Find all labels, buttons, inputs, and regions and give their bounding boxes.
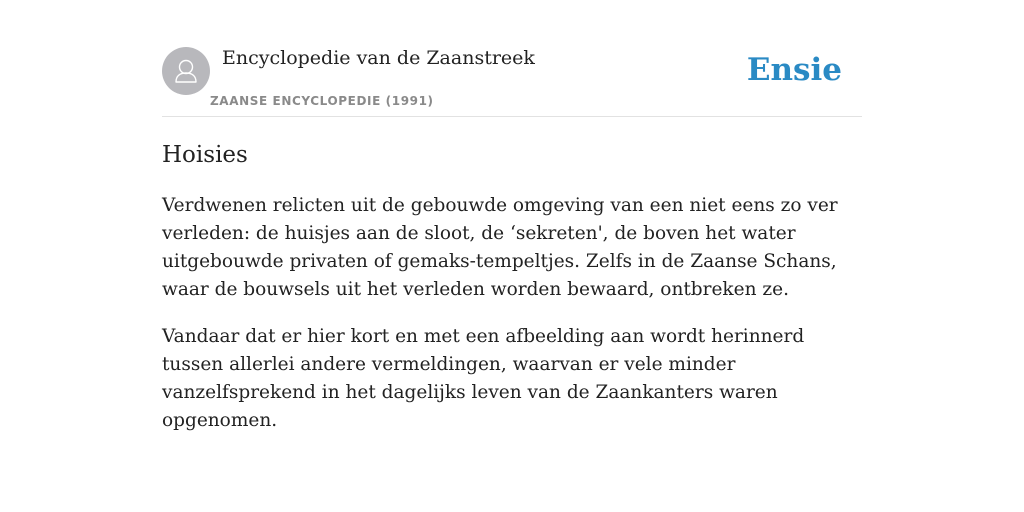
source-subtitle: ZAANSE ENCYCLOPEDIE (1991) — [210, 94, 434, 108]
entry-paragraph: Verdwenen relicten uit de gebouwde omgeving van een niet eens zo ver verleden: de huisjes aan de sloot, de ‘sekreten', de boven het water uitgebouwde privaten of gemaks-tempeltjes. Zelfs in de Zaanse Schans, waar de bouwsels uit het verleden worden bewaard, ontbreken ze. — [162, 195, 838, 300]
entry-title: Hoisies — [162, 142, 248, 168]
person-outline-icon — [162, 47, 210, 95]
source-title[interactable]: Encyclopedie van de Zaanstreek — [222, 47, 535, 69]
source-header — [162, 46, 862, 117]
user-avatar-icon[interactable] — [162, 47, 210, 95]
entry-paragraph: Vandaar dat er hier kort en met een afbeelding aan wordt herinnerd tussen allerlei andere vermeldingen, waarvan er vele minder vanzelfsprekend in het dagelijks leven van de Zaankanters waren opgenomen. — [162, 326, 805, 431]
entry-body — [162, 192, 862, 454]
brand-logo-link[interactable]: Ensie — [746, 52, 842, 88]
